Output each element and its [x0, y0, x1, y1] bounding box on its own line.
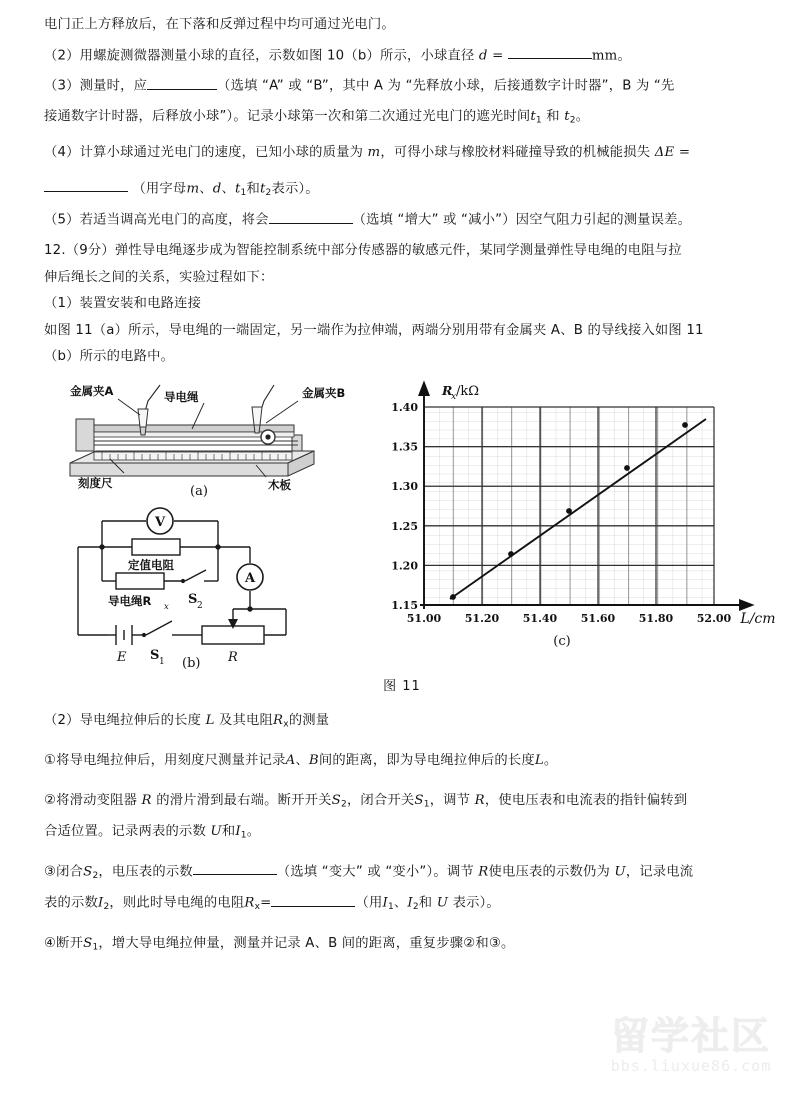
- paragraph-q12-part2: [44, 710, 760, 732]
- q12-step1-end: 。: [543, 753, 558, 769]
- q12-part2-text-a: （2）导电绳拉伸后的长度: [44, 712, 202, 728]
- q12-step2-and: 和: [221, 823, 236, 839]
- q11-part2-unit: mm。: [591, 47, 631, 63]
- symbol-I2: I: [98, 895, 104, 911]
- paragraph-q12-step2-line1: [44, 790, 760, 812]
- symbol-I1: I: [235, 823, 241, 839]
- symbol-t1-2: t: [234, 181, 241, 197]
- symbol-m: m: [367, 145, 381, 161]
- q12-step1-text-a: ①将导电绳拉伸后，用刻度尺测量并记录: [44, 753, 286, 769]
- label-switch-1-sub: 1: [159, 656, 165, 667]
- symbol-S1-sub: 1: [423, 799, 430, 810]
- symbol-I1-2: I: [382, 895, 388, 911]
- xtick-0: 51.00: [406, 611, 442, 625]
- paragraph-q11-part3-line2: [44, 106, 760, 128]
- symbol-t2-sub: 2: [569, 115, 576, 126]
- paragraph-q12-part1-line-b: （b）所示的电路中。: [44, 349, 175, 365]
- q12-part2-text-b: 及其电阻: [219, 712, 274, 728]
- paragraph-q11-part4-line2: [44, 178, 760, 200]
- xtick-3: 51.60: [580, 611, 616, 625]
- symbol-t2-2-sub: 2: [265, 187, 272, 198]
- paragraph-q12-step3-line2: [44, 892, 760, 914]
- symbol-U: U: [210, 823, 222, 839]
- q12-step2-text-d: ，调节: [429, 792, 471, 808]
- paragraph-q12-step3-line1: [44, 861, 760, 883]
- symbol-d-2: d: [212, 181, 222, 197]
- answer-blank-energy-loss[interactable]: [44, 178, 128, 192]
- symbol-delta-E: ΔE: [654, 145, 675, 161]
- ytick-4: 1.35: [391, 440, 418, 454]
- q11-part4-text-b: ，可得小球与橡胶材料碰撞导致的机械能损失: [380, 145, 651, 161]
- site-watermark: [596, 1014, 786, 1087]
- xtick-4: 51.80: [638, 611, 674, 625]
- q11-part4-text-a: （4）计算小球通过光电门的速度，已知小球的质量为: [44, 145, 364, 161]
- figure-c-caption: (c): [553, 633, 571, 649]
- label-switch-1: S: [150, 647, 160, 663]
- paragraph-q12-step2-line2: [44, 821, 760, 843]
- paragraph-q11-part2: [44, 45, 760, 67]
- chart-ylabel-group: [441, 383, 479, 402]
- q11-part2-text-a: （2）用螺旋测微器测量小球的直径，示数如图 10（b）所示，小球直径: [44, 47, 475, 63]
- chart-ytick-labels: [391, 401, 418, 612]
- label-conductive-rope-rx: 导电绳R: [108, 593, 152, 608]
- q12-step3-text-g: ，则此时导电绳的电阻: [109, 895, 245, 911]
- symbol-I1-2-sub: 1: [387, 902, 394, 913]
- figure-11-caption: 图 11: [383, 678, 421, 694]
- sep-1: 、: [199, 181, 213, 197]
- q12-step3-and: 和: [418, 895, 433, 911]
- q12-step3-text-h: （用: [355, 895, 383, 911]
- q11-part3-and: 和: [546, 109, 560, 125]
- q12-step2-text-f: 合适位置。记录两表的示数: [44, 823, 206, 839]
- symbol-t1-2-sub: 1: [240, 187, 247, 198]
- symbol-R-3: R: [478, 864, 489, 880]
- symbol-R-rheostat-2: R: [474, 792, 485, 808]
- symbol-L-2: L: [534, 753, 544, 769]
- ytick-5: 1.40: [391, 400, 418, 414]
- resistance-length-chart: [366, 377, 796, 657]
- symbol-S2-sub: 2: [340, 799, 347, 810]
- q12-step3-sep1: 、: [393, 895, 408, 911]
- apparatus-diagram-svg: [52, 379, 372, 499]
- paragraph-q11-part5: [44, 209, 760, 231]
- q12-step2-text-e: ，使电压表和电流表的指针偏转到: [484, 792, 688, 808]
- label-clamp-b: 金属夹B: [302, 385, 346, 400]
- symbol-S1: S: [414, 792, 424, 808]
- symbol-m-2: m: [186, 181, 200, 197]
- q12-step3-text-d: 使电压表的示数仍为: [488, 864, 610, 880]
- symbol-R-rheostat: R: [141, 792, 152, 808]
- label-ruler: 刻度尺: [78, 475, 113, 490]
- q12-step3-text-e: ，记录电流: [625, 864, 694, 880]
- xtick-5: 52.00: [696, 611, 732, 625]
- label-clamp-a: 金属夹A: [70, 383, 114, 398]
- figure-a-apparatus: [52, 379, 372, 499]
- symbol-L: L: [205, 712, 215, 728]
- ytick-0: 1.15: [391, 598, 418, 612]
- symbol-S2-2-sub: 2: [92, 870, 99, 881]
- paragraph-q12-head-line2: 伸后绳长之间的关系，实验过程如下：: [44, 269, 274, 285]
- q12-step3-text-a: ③闭合: [44, 864, 84, 880]
- q12-step1-text-b: 间的距离，即为导电绳拉伸后的长度: [318, 753, 535, 769]
- figure-b-caption: (b): [182, 655, 201, 669]
- equals-sign-3: =: [260, 895, 272, 911]
- q11-part3-text-b: （选填 “A” 或 “B”，其中 A 为 “先释放小球，后接通数字计时器”，B 为 “先: [217, 78, 675, 94]
- q11-part4-text-d: 表示）。: [271, 181, 319, 197]
- xtick-1: 51.20: [464, 611, 500, 625]
- chart-ylabel-unit: /kΩ: [456, 383, 480, 399]
- data-point-2: [508, 551, 514, 557]
- equals-sign-2: =: [678, 145, 691, 161]
- q11-part3-text-a: （3）测量时，应: [44, 78, 148, 94]
- data-point-5: [682, 422, 688, 428]
- symbol-d: d: [478, 47, 488, 63]
- answer-blank-error-change[interactable]: [269, 209, 353, 223]
- q11-part5-text-a: （5）若适当调高光电门的高度，将会: [44, 212, 269, 228]
- chart-ylabel-main: R: [442, 382, 453, 398]
- symbol-B: B: [308, 753, 319, 769]
- symbol-t2-2: t: [259, 181, 266, 197]
- ammeter-label: A: [244, 570, 256, 586]
- ytick-2: 1.25: [391, 519, 418, 533]
- symbol-Rx-2-sub: x: [254, 902, 261, 913]
- figure-a-caption: (a): [190, 483, 208, 499]
- q12-step4-text-b: ，增大导电绳拉伸量，测量并记录 A、B 间的距离，重复步骤②和③。: [98, 935, 515, 951]
- voltmeter-label: V: [154, 514, 166, 530]
- label-switch-2-sub: 2: [197, 600, 203, 611]
- paragraph-q12-part1-line-a: 如图 11（a）所示，导电绳的一端固定，另一端作为拉伸端，两端分别用带有金属夹 A、B 的导线接入如图 11: [44, 322, 704, 338]
- data-point-3: [566, 508, 572, 514]
- paragraph-q12-step1: [44, 750, 760, 772]
- answer-blank-voltmeter-change[interactable]: [193, 861, 277, 875]
- symbol-I1-sub: 1: [240, 830, 247, 841]
- symbol-S2: S: [331, 792, 341, 808]
- symbol-U-2: U: [614, 864, 626, 880]
- data-point-4: [624, 465, 630, 471]
- label-rheostat: R: [228, 649, 238, 665]
- paragraph-q12-head-line1: 12.（9分）弹性导电绳逐步成为智能控制系统中部分传感器的敏感元件，某同学测量弹性导电绳的电阻与拉: [44, 243, 682, 259]
- q12-step3-text-c: （选填 “变大” 或 “变小”）。调节: [276, 864, 474, 880]
- symbol-R: R: [273, 712, 284, 728]
- q11-part3-text-c: 接通数字计时器，后释放小球”）。记录小球第一次和第二次通过光电门的遮光时间: [44, 109, 531, 125]
- symbol-S1-3: S: [83, 935, 93, 951]
- data-point-1: [450, 594, 456, 600]
- q11-part4-and: 和: [246, 181, 260, 197]
- label-rope: 导电绳: [164, 389, 199, 404]
- symbol-U-3: U: [436, 895, 449, 911]
- q12-step1-sep: 、: [295, 753, 309, 769]
- symbol-R-sub: x: [283, 719, 289, 730]
- q11-part4-text-c: （用字母: [132, 181, 187, 197]
- paragraph-q12-step4: [44, 933, 760, 955]
- label-switch-2: S: [188, 591, 198, 607]
- symbol-I2-sub: 2: [103, 902, 110, 913]
- symbol-I2-2-sub: 2: [412, 902, 419, 913]
- figure-c-graph: [366, 377, 796, 657]
- paragraph-q12-part1: （1）装置安装和电路连接: [44, 296, 202, 312]
- q12-step2-end: 。: [246, 823, 261, 839]
- circuit-diagram-svg: [54, 489, 374, 669]
- chart-xlabel: L/cm: [740, 610, 776, 627]
- q12-step4-text-a: ④断开: [44, 935, 84, 951]
- q12-step2-text-b: 的滑片滑到最右端。断开开关: [156, 792, 332, 808]
- watermark-url: bbs.liuxue86.com: [610, 1057, 772, 1075]
- chart-minor-grid: [424, 407, 714, 605]
- q12-step3-text-b: ，电压表的示数: [98, 864, 193, 880]
- ytick-3: 1.30: [391, 480, 418, 494]
- q12-step2-text-a: ②将滑动变阻器: [44, 792, 138, 808]
- paragraph-q11-part4-line1: [44, 142, 760, 164]
- chart-ylabel-sub: x: [451, 391, 457, 402]
- watermark-title: 留学社区: [610, 1014, 771, 1058]
- label-conductive-rope-rx-sub: x: [164, 601, 169, 612]
- q12-step3-text-i: 表示）。: [452, 895, 500, 911]
- answer-blank-ab-choice[interactable]: [147, 75, 217, 89]
- ytick-1: 1.20: [391, 559, 418, 573]
- symbol-t2: t: [564, 109, 570, 125]
- q11-part3-end: 。: [575, 109, 590, 125]
- q11-part5-text-b: （选填 “增大” 或 “减小”）因空气阻力引起的测量误差。: [352, 212, 692, 228]
- figure-b-circuit: [54, 489, 374, 669]
- answer-blank-diameter[interactable]: [508, 45, 592, 59]
- label-board: 木板: [268, 477, 291, 492]
- paragraph-q11-line1: 电门正上方释放后，在下落和反弹过程中均可通过光电门。: [44, 17, 395, 32]
- q12-step2-text-c: ，闭合开关: [346, 792, 415, 808]
- paragraph-q11-part3-line1: [44, 75, 760, 97]
- symbol-Rx-2: R: [244, 895, 255, 911]
- q12-step3-text-f: 表的示数: [44, 895, 98, 911]
- chart-xtick-labels: [407, 612, 732, 625]
- symbol-S1-3-sub: 1: [92, 942, 99, 953]
- symbol-t1: t: [530, 109, 536, 125]
- figure-11-block: [44, 377, 776, 673]
- q12-part2-text-c: 的测量: [288, 712, 330, 728]
- sep-2: 、: [221, 181, 235, 197]
- symbol-I2-2: I: [407, 895, 413, 911]
- xtick-2: 51.40: [522, 611, 558, 625]
- symbol-S2-2: S: [83, 864, 93, 880]
- answer-blank-resistance-formula[interactable]: [271, 892, 355, 906]
- symbol-t1-sub: 1: [535, 115, 542, 126]
- label-battery: E: [117, 649, 127, 665]
- label-fixed-resistor: 定值电阻: [128, 557, 174, 572]
- symbol-A: A: [285, 753, 296, 769]
- equals-sign: =: [492, 47, 504, 63]
